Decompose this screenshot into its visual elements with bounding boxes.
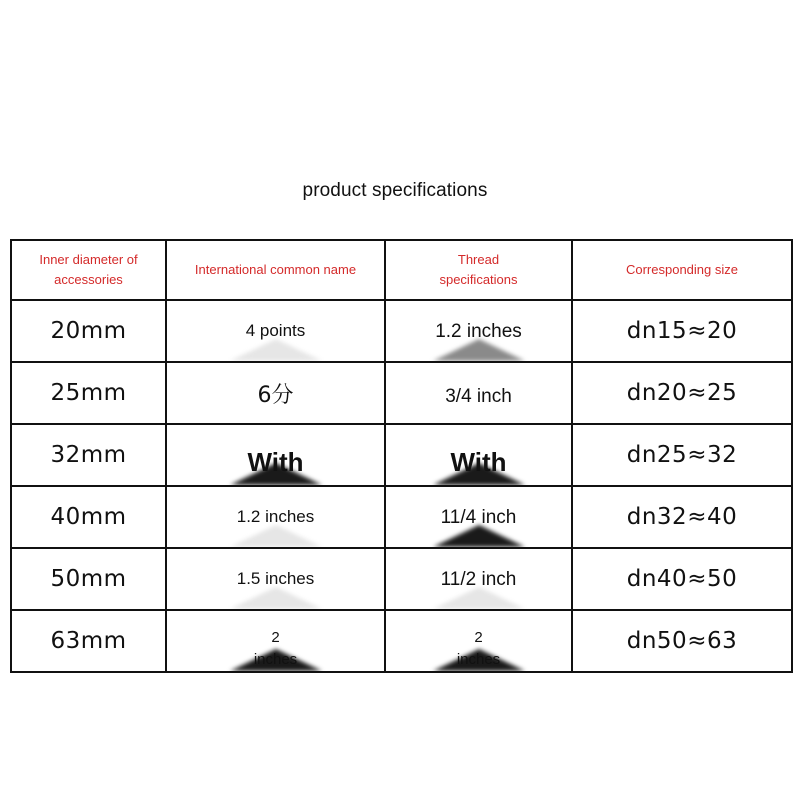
thread-cell: 2 inches — [385, 610, 572, 672]
common-name-cell: 1.2 inches — [166, 486, 385, 548]
header-row — [11, 240, 792, 300]
thread-cell: 11/2 inch — [385, 548, 572, 610]
table-row — [11, 486, 792, 548]
dn-cell: dn50≈63 — [572, 610, 792, 672]
common-name-cell: 6分 — [166, 362, 385, 424]
table-row — [11, 300, 792, 362]
common-name-cell: 4 points — [166, 300, 385, 362]
size-cell: 20mm — [11, 300, 166, 362]
dn-cell: dn15≈20 — [572, 300, 792, 362]
common-name-cell: 2 inches — [166, 610, 385, 672]
size-cell: 32mm — [11, 424, 166, 486]
dn-cell: dn25≈32 — [572, 424, 792, 486]
thread-cell: With — [385, 424, 572, 486]
thread-cell: 3/4 inch — [385, 362, 572, 424]
header-inner-diameter: Inner diameter of accessories — [11, 240, 166, 300]
header-common-name: International common name — [166, 240, 385, 300]
table-row — [11, 548, 792, 610]
size-cell: 63mm — [11, 610, 166, 672]
dn-cell: dn40≈50 — [572, 548, 792, 610]
dn-cell: dn20≈25 — [572, 362, 792, 424]
thread-cell: 1.2 inches — [385, 300, 572, 362]
common-name-cell: With — [166, 424, 385, 486]
size-cell: 25mm — [11, 362, 166, 424]
table-row — [11, 362, 792, 424]
common-name-cell: 1.5 inches — [166, 548, 385, 610]
spec-table — [10, 239, 793, 673]
thread-cell: 11/4 inch — [385, 486, 572, 548]
size-cell: 40mm — [11, 486, 166, 548]
dn-cell: dn32≈40 — [572, 486, 792, 548]
header-corresponding-size: Corresponding size — [572, 240, 792, 300]
size-cell: 50mm — [11, 548, 166, 610]
table-row — [11, 424, 792, 486]
header-thread-spec: Thread specifications — [385, 240, 572, 300]
table-row — [11, 610, 792, 672]
page-title: product specifications — [302, 180, 488, 201]
